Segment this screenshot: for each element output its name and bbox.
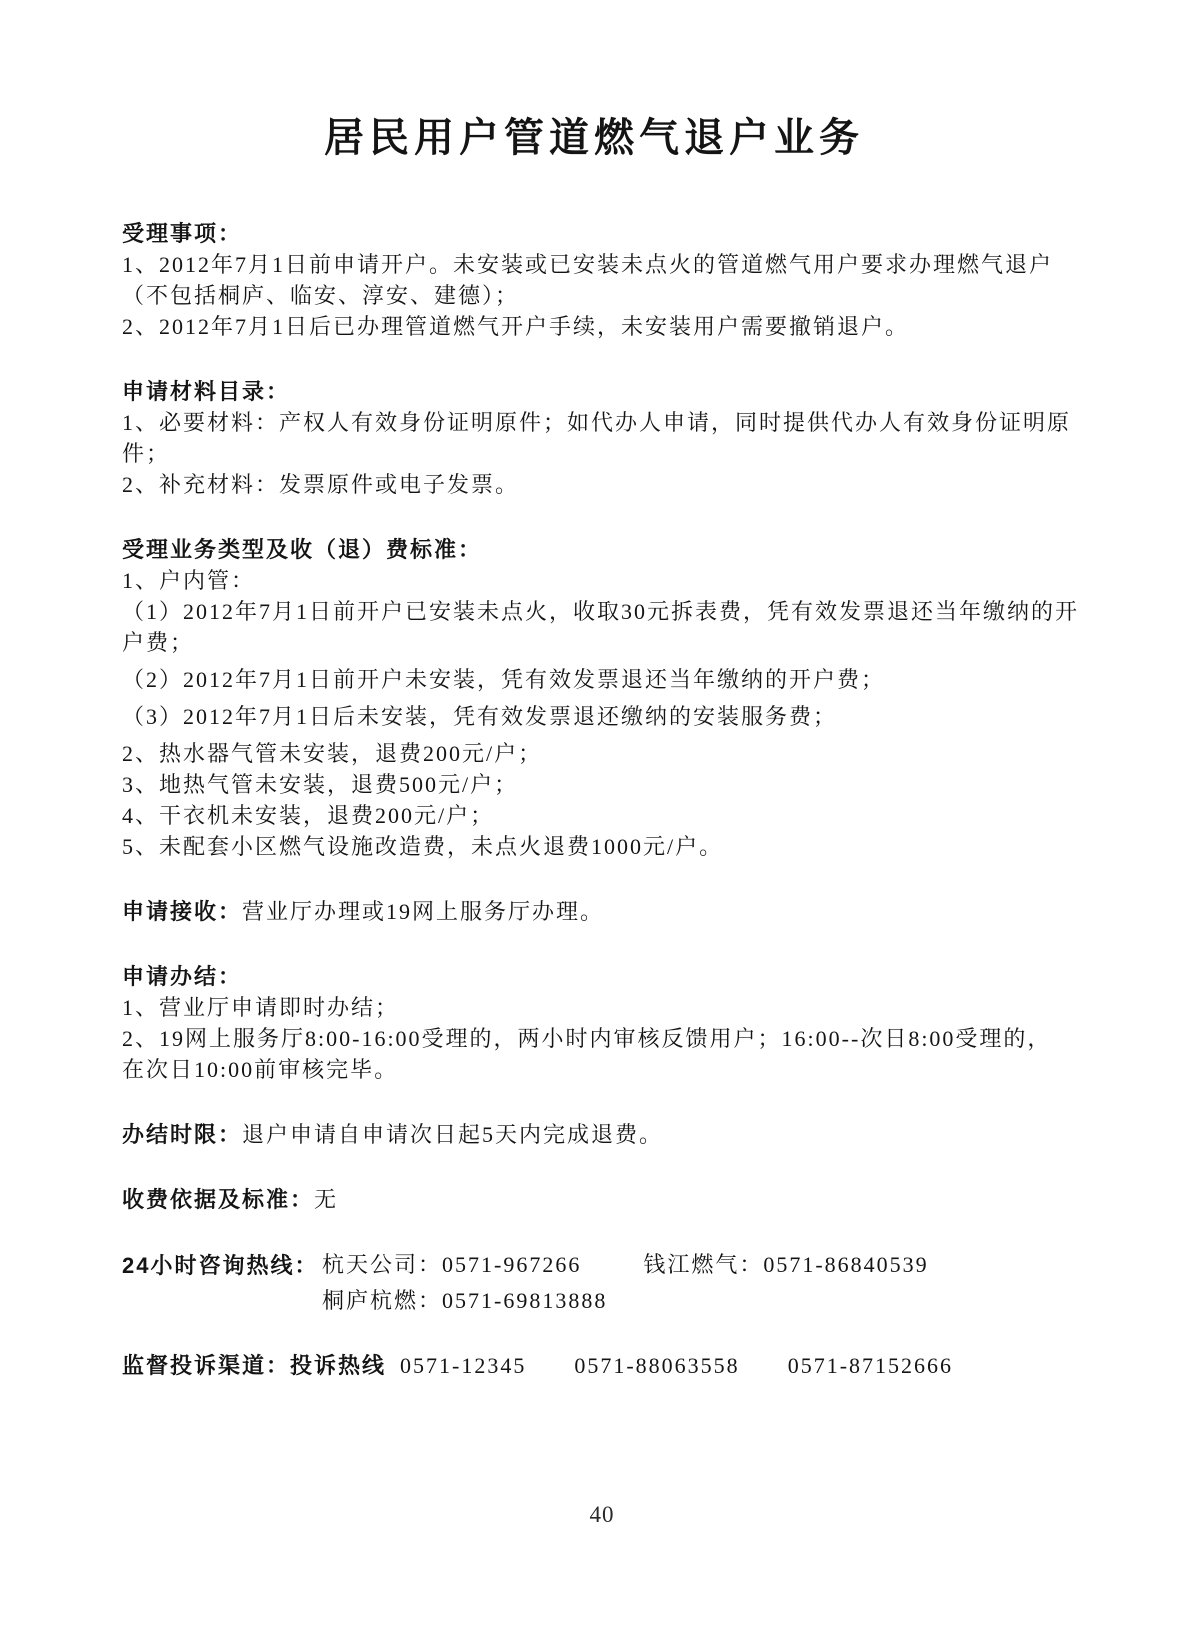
hotline-row-2 [322, 1285, 929, 1316]
materials-line-2: 件； [122, 441, 171, 466]
materials-line-1: 1、必要材料：产权人有效身份证明原件；如代办人申请，同时提供代办人有效身份证明原 [122, 410, 1072, 435]
completion-line-2: 2、19网上服务厅8:00-16:00受理的，两小时内审核反馈用户；16:00--次日8:00受理的， [122, 1026, 1052, 1051]
fees-line-2: （1）2012年7月1日前开户已安装未点火，收取30元拆表费，凭有效发票退还当年缴纳的开 [122, 599, 1080, 624]
receive-text: 营业厅办理或19网上服务厅办理。 [242, 899, 605, 924]
hotline-qianjiang: 钱江燃气：0571-86840539 [643, 1252, 929, 1277]
complaint-channel-label: 监督投诉渠道： [122, 1353, 291, 1378]
fees-line-6: 2、热水器气管未安装，退费200元/户； [122, 741, 543, 766]
fees-line-3: 户费； [122, 630, 195, 655]
hotline-tonglu: 桐庐杭燃：0571-69813888 [322, 1288, 608, 1313]
page-number: 40 [589, 1502, 615, 1527]
completion-line-3: 在次日10:00前审核完毕。 [122, 1057, 399, 1082]
fee-basis-text: 无 [314, 1187, 339, 1212]
page-title: 居民用户管道燃气退户业务 [324, 116, 864, 160]
hotline-numbers [322, 1249, 929, 1316]
section-application-completion [122, 961, 1066, 1085]
acceptance-items-heading: 受理事项： [122, 221, 243, 246]
receive-label: 申请接收： [122, 899, 243, 924]
fees-heading: 受理业务类型及收（退）费标准： [122, 537, 483, 562]
complaint-number-2: 0571-88063558 [574, 1353, 740, 1378]
materials-heading: 申请材料目录： [122, 379, 291, 404]
fees-line-8: 4、干衣机未安装，退费200元/户； [122, 803, 495, 828]
fees-line-7: 3、地热气管未安装，退费500元/户； [122, 772, 519, 797]
acceptance-line-1: 1、2012年7月1日前申请开户。未安装或已安装未点火的管道燃气用户要求办理燃气退户 [122, 252, 1054, 277]
completion-heading: 申请办结： [122, 964, 243, 989]
fees-line-9: 5、未配套小区燃气设施改造费，未点火退费1000元/户。 [122, 834, 724, 859]
section-24h-hotline [122, 1249, 1066, 1316]
deadline-text: 退户申请自申请次日起5天内完成退费。 [242, 1122, 664, 1147]
section-application-materials [122, 376, 1072, 500]
acceptance-line-2: （不包括桐庐、临安、淳安、建德）； [122, 283, 520, 308]
deadline-label: 办结时限： [122, 1122, 243, 1147]
complaint-number-1: 0571-12345 [400, 1353, 527, 1378]
section-fee-basis [122, 1184, 1066, 1215]
section-business-types-fees [122, 534, 1080, 862]
completion-line-1: 1、营业厅申请即时办结； [122, 995, 400, 1020]
section-completion-deadline [122, 1119, 1066, 1150]
hotline-hangtian: 杭天公司：0571-967266 [322, 1252, 582, 1277]
materials-line-3: 2、补充材料：发票原件或电子发票。 [122, 472, 520, 497]
fees-line-1: 1、户内管： [122, 568, 256, 593]
section-complaint-channel [122, 1350, 1066, 1381]
fee-basis-label: 收费依据及标准： [122, 1187, 315, 1212]
hotline-label: 24小时咨询热线： [122, 1253, 319, 1278]
complaint-number-3: 0571-87152666 [787, 1353, 954, 1378]
section-acceptance-items [122, 218, 1066, 342]
fees-line-5: （3）2012年7月1日后未安装，凭有效发票退还缴纳的安装服务费； [122, 704, 838, 729]
fees-line-4: （2）2012年7月1日前开户未安装，凭有效发票退还当年缴纳的开户费； [122, 667, 886, 692]
hotline-row-1 [322, 1249, 929, 1280]
acceptance-line-3: 2、2012年7月1日后已办理管道燃气开户手续，未安装用户需要撤销退户。 [122, 314, 910, 339]
complaint-hotline-label: 投诉热线 [290, 1353, 387, 1378]
section-application-receive [122, 896, 1066, 927]
